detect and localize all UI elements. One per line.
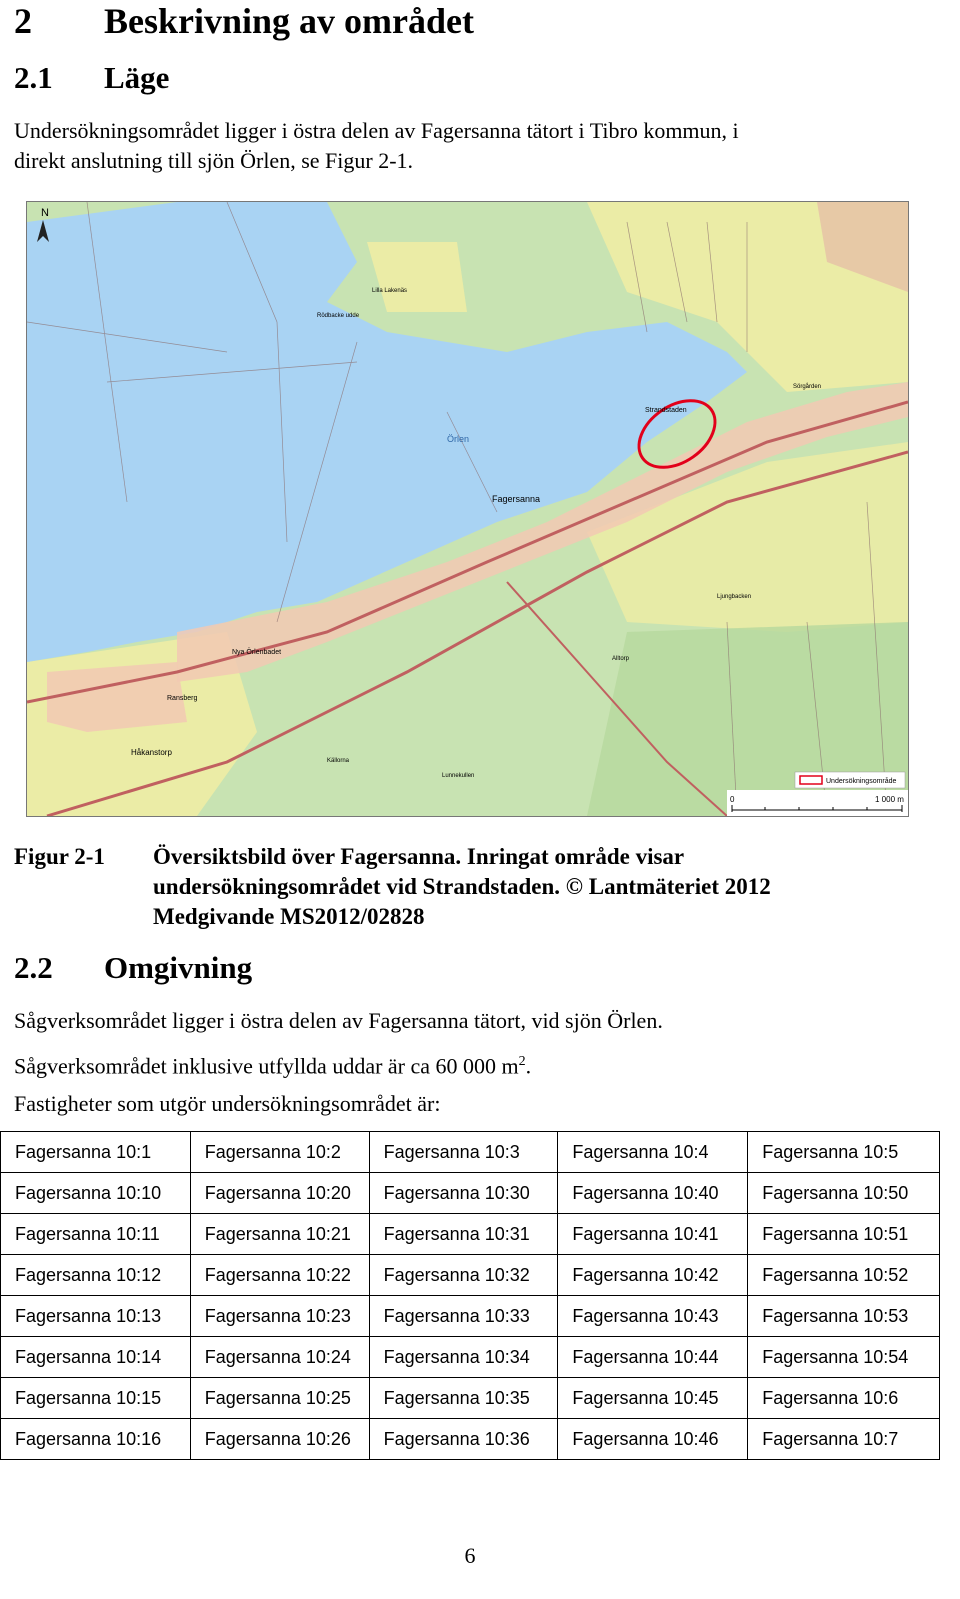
property-cell: Fagersanna 10:11 bbox=[1, 1214, 191, 1255]
property-cell: Fagersanna 10:25 bbox=[190, 1378, 369, 1419]
scale-start-label: 0 bbox=[730, 795, 735, 804]
property-cell: Fagersanna 10:4 bbox=[558, 1132, 748, 1173]
property-cell: Fagersanna 10:13 bbox=[1, 1296, 191, 1337]
caption-line-2: undersökningsområdet vid Strandstaden. © Lantmäteriet 2012 bbox=[153, 874, 771, 899]
caption-line-3: Medgivande MS2012/02828 bbox=[153, 904, 425, 929]
map-legend-label: Undersökningsområde bbox=[826, 778, 897, 785]
property-cell: Fagersanna 10:24 bbox=[190, 1337, 369, 1378]
property-cell: Fagersanna 10:30 bbox=[369, 1173, 558, 1214]
map-label-sorgarden: Sörgården bbox=[793, 384, 822, 390]
property-cell: Fagersanna 10:1 bbox=[1, 1132, 191, 1173]
property-cell: Fagersanna 10:43 bbox=[558, 1296, 748, 1337]
property-cell: Fagersanna 10:26 bbox=[190, 1419, 369, 1460]
table-row bbox=[1, 1337, 940, 1378]
map-label-lunnekullen: Lunnekullen bbox=[442, 773, 475, 779]
property-cell: Fagersanna 10:21 bbox=[190, 1214, 369, 1255]
subsection-number: 2.2 bbox=[14, 950, 53, 985]
subsection-title: Läge bbox=[104, 60, 170, 95]
property-cell: Fagersanna 10:7 bbox=[748, 1419, 940, 1460]
intro-paragraph bbox=[14, 116, 914, 176]
map-label-hakanstorp: Håkanstorp bbox=[131, 748, 172, 757]
map-graphic bbox=[27, 202, 908, 816]
intro-line-1: Undersökningsområdet ligger i östra delen av Fagersanna tätort i Tibro kommun, i bbox=[14, 118, 739, 143]
property-cell: Fagersanna 10:22 bbox=[190, 1255, 369, 1296]
map-label-strandstaden: Strandstaden bbox=[645, 407, 687, 414]
property-cell: Fagersanna 10:45 bbox=[558, 1378, 748, 1419]
property-cell: Fagersanna 10:3 bbox=[369, 1132, 558, 1173]
property-cell: Fagersanna 10:12 bbox=[1, 1255, 191, 1296]
property-cell: Fagersanna 10:16 bbox=[1, 1419, 191, 1460]
property-cell: Fagersanna 10:35 bbox=[369, 1378, 558, 1419]
surroundings-line-3: Fastigheter som utgör undersökningsområdet är: bbox=[14, 1091, 441, 1116]
property-cell: Fagersanna 10:36 bbox=[369, 1419, 558, 1460]
figure-label: Figur 2-1 bbox=[14, 844, 105, 869]
scale-end-label: 1 000 m bbox=[875, 795, 904, 804]
section-title: Beskrivning av området bbox=[104, 1, 475, 41]
subsection-title: Omgivning bbox=[104, 950, 253, 985]
property-cell: Fagersanna 10:41 bbox=[558, 1214, 748, 1255]
property-cell: Fagersanna 10:31 bbox=[369, 1214, 558, 1255]
property-cell: Fagersanna 10:50 bbox=[748, 1173, 940, 1214]
property-cell: Fagersanna 10:10 bbox=[1, 1173, 191, 1214]
table-row bbox=[1, 1255, 940, 1296]
intro-line-2: direkt anslutning till sjön Örlen, se Figur 2-1. bbox=[14, 148, 414, 173]
table-row bbox=[1, 1132, 940, 1173]
property-cell: Fagersanna 10:44 bbox=[558, 1337, 748, 1378]
map-label-rodbacke-udde: Rödbacke udde bbox=[317, 313, 360, 319]
property-cell: Fagersanna 10:23 bbox=[190, 1296, 369, 1337]
property-cell: Fagersanna 10:6 bbox=[748, 1378, 940, 1419]
surroundings-line-2 bbox=[14, 1047, 914, 1081]
property-cell: Fagersanna 10:42 bbox=[558, 1255, 748, 1296]
map-label-lilla-lakenas: Lilla Lakenäs bbox=[372, 288, 408, 294]
property-table-body bbox=[1, 1132, 940, 1460]
property-cell: Fagersanna 10:2 bbox=[190, 1132, 369, 1173]
surroundings-line-1: Sågverksområdet ligger i östra delen av Fagersanna tätort, vid sjön Örlen. bbox=[14, 1008, 663, 1033]
table-row bbox=[1, 1173, 940, 1214]
map-label-ljungbacken: Ljungbacken bbox=[717, 594, 752, 600]
property-cell: Fagersanna 10:53 bbox=[748, 1296, 940, 1337]
figure-caption-text bbox=[153, 842, 873, 932]
property-cell: Fagersanna 10:32 bbox=[369, 1255, 558, 1296]
property-table bbox=[0, 1131, 940, 1460]
map-urban-west bbox=[47, 662, 187, 732]
area-text: Sågverksområdet inklusive utfyllda uddar är ca 60 000 m bbox=[14, 1053, 519, 1079]
map-label-alltorp: Alltorp bbox=[612, 656, 630, 662]
property-cell: Fagersanna 10:15 bbox=[1, 1378, 191, 1419]
property-cell: Fagersanna 10:51 bbox=[748, 1214, 940, 1255]
north-label: N bbox=[41, 207, 49, 219]
overview-map bbox=[26, 201, 909, 817]
section-heading bbox=[14, 0, 474, 42]
page-number: 6 bbox=[464, 1543, 476, 1568]
property-cell: Fagersanna 10:46 bbox=[558, 1419, 748, 1460]
table-row bbox=[1, 1419, 940, 1460]
property-cell: Fagersanna 10:5 bbox=[748, 1132, 940, 1173]
property-cell: Fagersanna 10:20 bbox=[190, 1173, 369, 1214]
property-cell: Fagersanna 10:54 bbox=[748, 1337, 940, 1378]
subsection-number: 2.1 bbox=[14, 60, 53, 95]
property-cell: Fagersanna 10:33 bbox=[369, 1296, 558, 1337]
property-cell: Fagersanna 10:52 bbox=[748, 1255, 940, 1296]
section-number: 2 bbox=[14, 1, 32, 41]
area-period: . bbox=[525, 1053, 532, 1079]
table-row bbox=[1, 1214, 940, 1255]
map-label-nya-orlenbadet: Nya Örlenbadet bbox=[232, 649, 282, 656]
table-row bbox=[1, 1378, 940, 1419]
property-cell: Fagersanna 10:34 bbox=[369, 1337, 558, 1378]
property-cell: Fagersanna 10:14 bbox=[1, 1337, 191, 1378]
area-superscript: 2 bbox=[518, 1054, 526, 1069]
map-label-fagersanna: Fagersanna bbox=[492, 494, 541, 504]
subsection-heading-lage bbox=[14, 60, 169, 96]
caption-line-1: Översiktsbild över Fagersanna. Inringat område visar bbox=[153, 844, 685, 869]
map-label-ransberg: Ransberg bbox=[167, 695, 198, 702]
map-label-kallorna: Källorna bbox=[327, 758, 350, 764]
table-row bbox=[1, 1296, 940, 1337]
subsection-heading-omgivning bbox=[14, 950, 252, 986]
property-cell: Fagersanna 10:40 bbox=[558, 1173, 748, 1214]
map-label-lake: Örlen bbox=[447, 434, 470, 444]
